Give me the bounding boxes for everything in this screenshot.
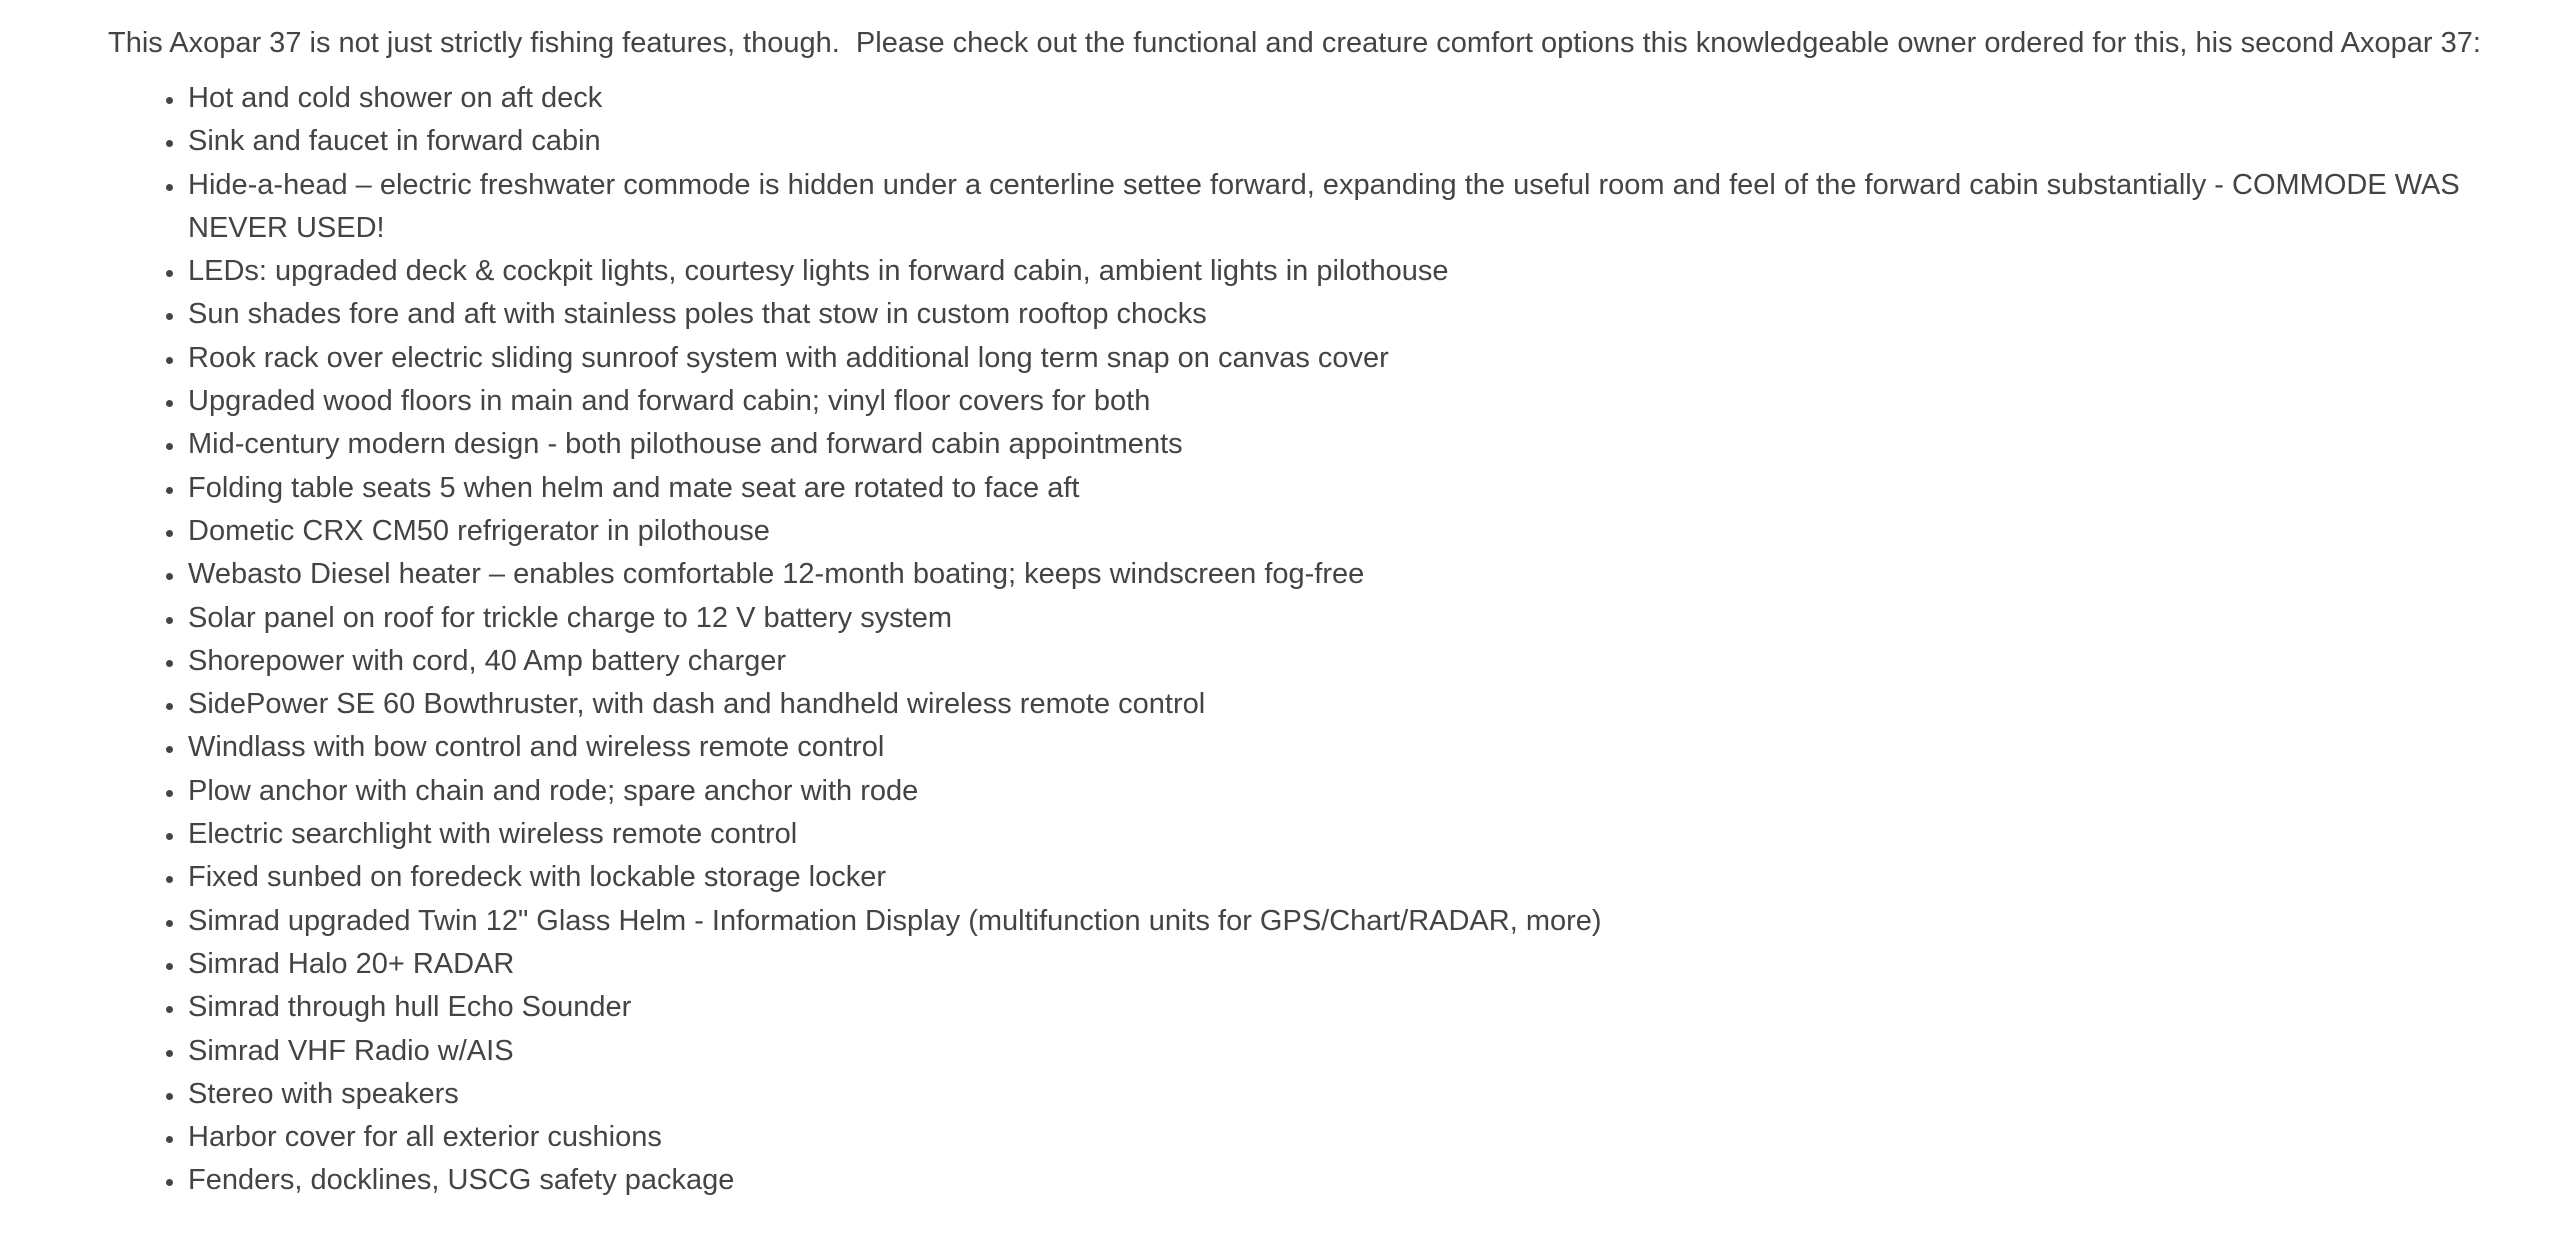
- feature-item: • Windlass with bow control and wireless remote control: [186, 726, 2508, 769]
- feature-item: • Electric searchlight with wireless remote control: [186, 813, 2508, 856]
- feature-item: • Dometic CRX CM50 refrigerator in pilothouse: [186, 510, 2508, 553]
- feature-item: • Simrad through hull Echo Sounder: [186, 986, 2508, 1029]
- feature-item: • Folding table seats 5 when helm and mate seat are rotated to face aft: [186, 467, 2508, 510]
- feature-item: • SidePower SE 60 Bowthruster, with dash and handheld wireless remote control: [186, 683, 2508, 726]
- feature-item: • Harbor cover for all exterior cushions: [186, 1116, 2508, 1159]
- feature-item: • Upgraded wood floors in main and forward cabin; vinyl floor covers for both: [186, 380, 2508, 423]
- feature-item: • Simrad Halo 20+ RADAR: [186, 943, 2508, 986]
- feature-item: • Plow anchor with chain and rode; spare anchor with rode: [186, 770, 2508, 813]
- feature-item: • Simrad upgraded Twin 12" Glass Helm - Information Display (multifunction units for GPS/Chart/RADAR, more): [186, 900, 2508, 943]
- features-list: [108, 77, 2508, 1203]
- listing-description: [108, 22, 2508, 1203]
- feature-item: • Webasto Diesel heater – enables comfortable 12-month boating; keeps windscreen fog-free: [186, 553, 2508, 596]
- feature-item: • Hot and cold shower on aft deck: [186, 77, 2508, 120]
- feature-item: • Shorepower with cord, 40 Amp battery charger: [186, 640, 2508, 683]
- feature-item: • Stereo with speakers: [186, 1073, 2508, 1116]
- feature-item: • Rook rack over electric sliding sunroof system with additional long term snap on canvas cover: [186, 337, 2508, 380]
- feature-item: • Sink and faucet in forward cabin: [186, 120, 2508, 163]
- feature-item: • LEDs: upgraded deck & cockpit lights, courtesy lights in forward cabin, ambient lights in pilothouse: [186, 250, 2508, 293]
- feature-item: • Sun shades fore and aft with stainless poles that stow in custom rooftop chocks: [186, 293, 2508, 336]
- intro-paragraph: This Axopar 37 is not just strictly fishing features, though. Please check out the functional and creature comfort options this knowledgeable owner ordered for this, his second Axopar 37:: [108, 27, 2481, 59]
- feature-item: • Simrad VHF Radio w/AIS: [186, 1030, 2508, 1073]
- feature-item: • Mid-century modern design - both pilothouse and forward cabin appointments: [186, 423, 2508, 466]
- feature-item: • Solar panel on roof for trickle charge to 12 V battery system: [186, 597, 2508, 640]
- feature-item: • Fenders, docklines, USCG safety package: [186, 1159, 2508, 1202]
- feature-item: • Fixed sunbed on foredeck with lockable storage locker: [186, 856, 2508, 899]
- feature-item: • Hide-a-head – electric freshwater commode is hidden under a centerline settee forward, expanding the useful room and feel of the forward cabin substantially - COMMODE WAS NEVER USED!: [186, 164, 2508, 251]
